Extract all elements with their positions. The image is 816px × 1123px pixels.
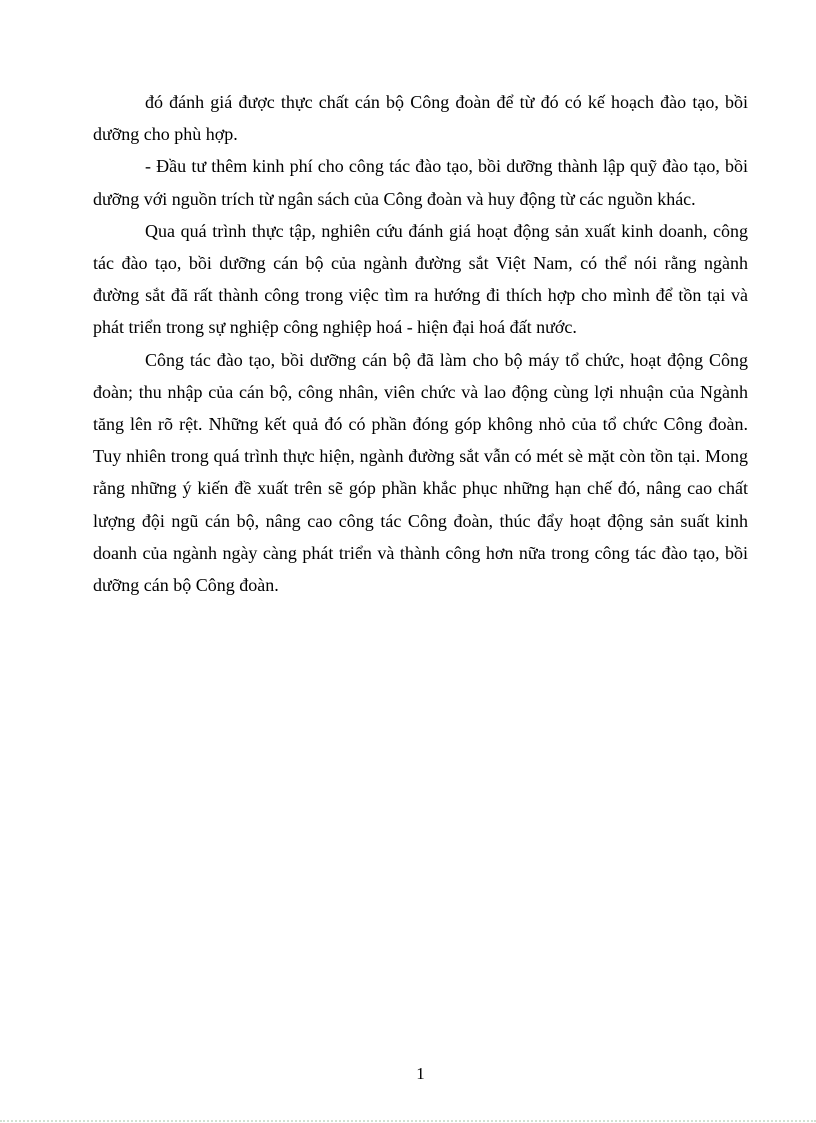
body-paragraph: Qua quá trình thực tập, nghiên cứu đánh giá hoạt động sản xuất kinh doanh, công tác đào tạo, bồi dưỡng cán bộ của ngành đường sắt Việt Nam, có thể nói rằng ngành đường sắt đã rất thành công trong việc tìm ra hướng đi thích hợp cho mình để tồn tại và phát triển trong sự nghiệp công nghiệp hoá - hiện đại hoá đất nước. <box>93 220 748 338</box>
body-paragraph: - Đầu tư thêm kinh phí cho công tác đào tạo, bồi dưỡng thành lập quỹ đào tạo, bồi dưỡng với nguồn trích từ ngân sách của Công đoàn và huy động từ các nguồn khác. <box>93 156 748 209</box>
body-paragraph: đó đánh giá được thực chất cán bộ Công đoàn để từ đó có kế hoạch đào tạo, bồi dưỡng cho phù hợp. <box>93 92 748 145</box>
page-body-text <box>93 86 748 601</box>
page-footer <box>93 1062 748 1086</box>
body-paragraph: Công tác đào tạo, bồi dưỡng cán bộ đã làm cho bộ máy tổ chức, hoạt động Công đoàn; thu nhập của cán bộ, công nhân, viên chức và lao động cùng lợi nhuận của Ngành tăng lên rõ rệt. Những kết quả đó có phần đóng góp không nhỏ của tổ chức Công đoàn. Tuy nhiên trong quá trình thực hiện, ngành đường sắt vẫn có mét sè mặt còn tồn tại. Mong rằng những ý kiến đề xuất trên sẽ góp phần khắc phục những hạn chế đó, nâng cao chất lượng đội ngũ cán bộ, nâng cao công tác Công đoàn, thúc đẩy hoạt động sản suất kinh doanh của ngành ngày càng phát triển và thành công hơn nữa trong công tác đào tạo, bồi dưỡng cán bộ Công đoàn. <box>93 349 748 596</box>
page-number: 1 <box>416 1064 425 1083</box>
page-bottom-edge-dots <box>0 1120 816 1122</box>
